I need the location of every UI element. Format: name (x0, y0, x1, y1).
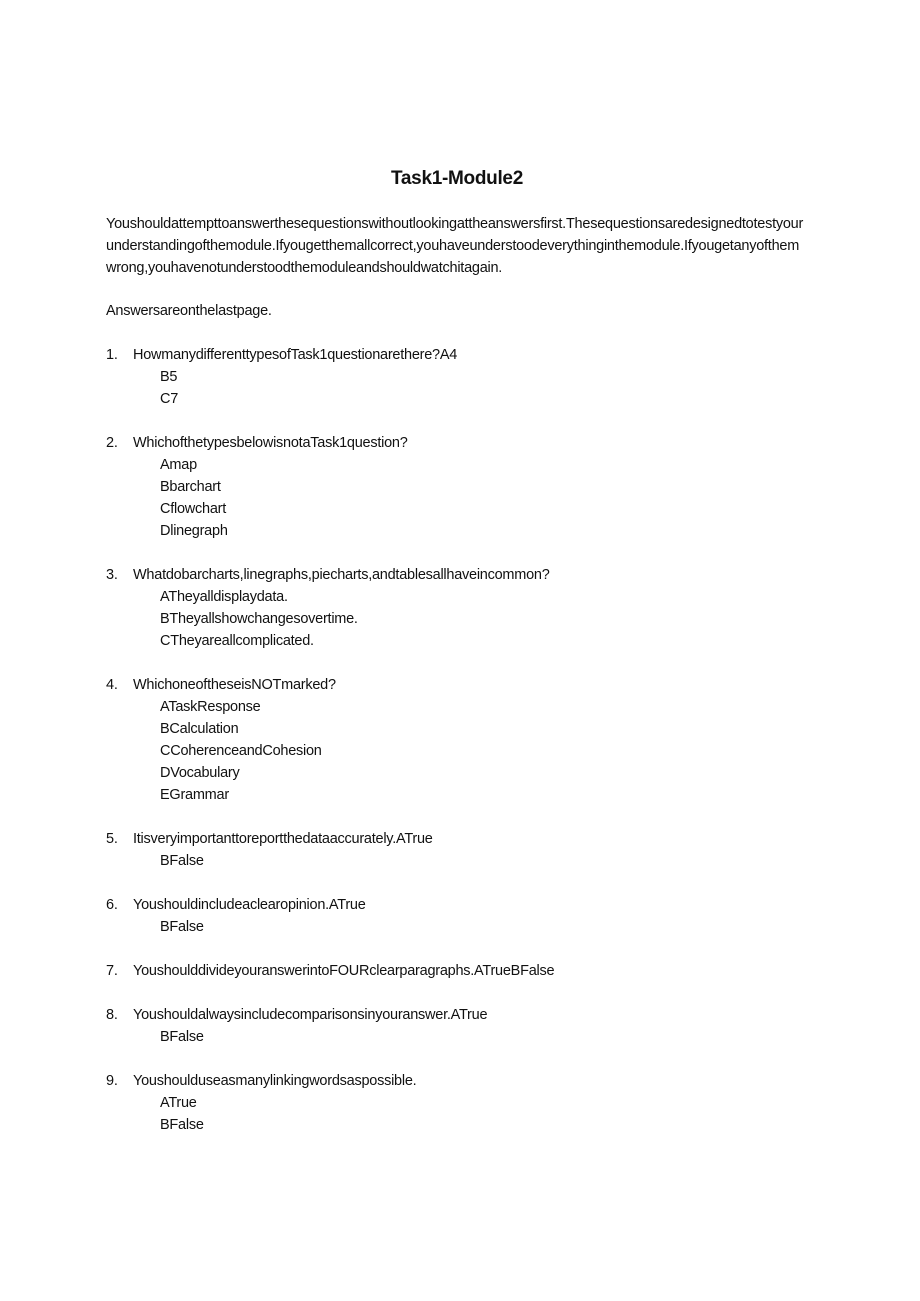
answer-option: BFalse (160, 853, 204, 869)
question-text: Youshouldincludeaclearopinion.ATrue (133, 897, 366, 913)
question-number: 4. (106, 677, 118, 693)
answer-option: B5 (160, 369, 178, 385)
question-text: Youshouldalwaysincludecomparisonsinyouranswer.ATrue (133, 1007, 488, 1023)
question-item (106, 894, 826, 938)
question-item (106, 828, 826, 872)
answer-option: BFalse (160, 1029, 204, 1045)
question-item (106, 674, 826, 806)
answer-option: ATaskResponse (160, 699, 261, 715)
answer-option: ATrue (160, 1095, 197, 1111)
answer-option: EGrammar (160, 787, 229, 803)
answer-option: Amap (160, 457, 197, 473)
question-text: Itisveryimportanttoreportthedataaccurately.ATrue (133, 831, 433, 847)
question-text: HowmanydifferenttypesofTask1questionarethere?A4 (133, 347, 458, 363)
answer-option: DVocabulary (160, 765, 240, 781)
question-number: 2. (106, 435, 118, 451)
question-item (106, 344, 826, 410)
question-text: Whatdobarcharts,linegraphs,piecharts,andtablesallhaveincommon? (133, 567, 550, 583)
question-list (106, 344, 826, 1136)
question-item (106, 432, 826, 542)
question-number: 8. (106, 1007, 118, 1023)
answer-option: CCoherenceandCohesion (160, 743, 322, 759)
answer-option: BTheyallshowchangesovertime. (160, 611, 358, 627)
answer-option: Bbarchart (160, 479, 221, 495)
intro-paragraph: Youshouldattempttoanswerthesequestionswithoutlookingattheanswersfirst.Thesequestionsaredesignedtotestyourunderstandingofthemodule.Ifyougetthemallcorrect,youhaveunderstoodeverythinginthemodule.Ifyougetanyofthemwrong,youhavenotunderstoodthemoduleandshouldwatchitagain. (106, 216, 804, 276)
question-number: 5. (106, 831, 118, 847)
question-number: 6. (106, 897, 118, 913)
answer-option: BFalse (160, 919, 204, 935)
question-item (106, 1004, 826, 1048)
question-number: 1. (106, 347, 118, 363)
answers-note: Answersareonthelastpage. (106, 303, 272, 319)
question-number: 9. (106, 1073, 118, 1089)
answer-option: Cflowchart (160, 501, 226, 517)
question-text: YoushoulddivideyouranswerintoFOURclearparagraphs.ATrueBFalse (133, 963, 555, 979)
page-title: Task1-Module2 (391, 168, 523, 189)
question-item (106, 960, 826, 982)
answer-option: BCalculation (160, 721, 239, 737)
question-number: 3. (106, 567, 118, 583)
question-text: Youshoulduseasmanylinkingwordsaspossible. (133, 1073, 417, 1089)
answer-option: C7 (160, 391, 179, 407)
question-item (106, 564, 826, 652)
question-text: WhichofthetypesbelowisnotaTask1question? (133, 435, 408, 451)
question-number: 7. (106, 963, 118, 979)
answer-option: ATheyalldisplaydata. (160, 589, 288, 605)
question-text: WhichoneoftheseisNOTmarked? (133, 677, 336, 693)
answer-option: BFalse (160, 1117, 204, 1133)
answer-option: Dlinegraph (160, 523, 228, 539)
question-item (106, 1070, 826, 1136)
answer-option: CTheyareallcomplicated. (160, 633, 314, 649)
